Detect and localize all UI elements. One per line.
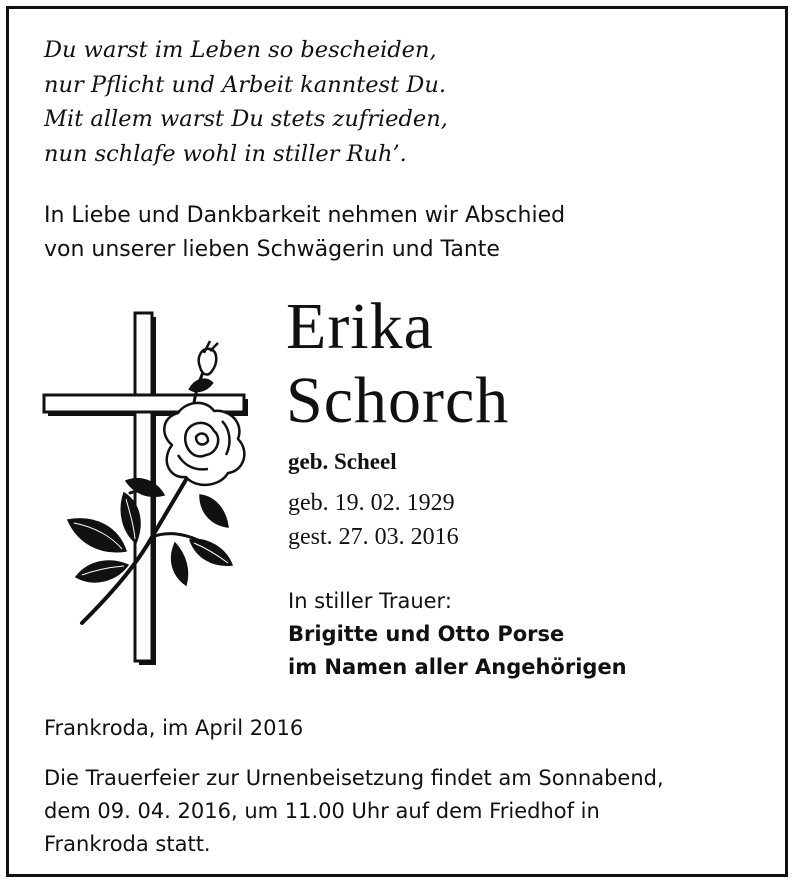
poem-line: Du warst im Leben so bescheiden, (44, 37, 437, 63)
mourning-label: In stiller Trauer: (288, 589, 452, 613)
intro-line: In Liebe und Dankbarkeit nehmen wir Abschied (44, 203, 566, 228)
rose-bud-icon (190, 341, 218, 391)
mourners-line: im Namen aller Angehörigen (288, 655, 627, 679)
mourners-line: Brigitte und Otto Porse (288, 622, 565, 646)
poem-line: Mit allem warst Du stets zufrieden, (44, 106, 448, 132)
maiden-name: geb. Scheel (288, 449, 397, 474)
first-name: Erika (286, 290, 434, 363)
rose-bloom-icon (164, 403, 244, 485)
service-line: dem 09. 04. 2016, um 11.00 Uhr auf dem Friedhof in (44, 799, 600, 823)
funeral-service-info (44, 762, 664, 861)
mourners-names (288, 618, 627, 684)
poem-line: nun schlafe wohl in stiller Ruh’. (44, 140, 407, 167)
deceased-name (286, 290, 509, 438)
memorial-poem (44, 33, 448, 171)
last-name: Schorch (286, 364, 510, 437)
poem-line: nur Pflicht und Arbeit kanntest Du. (44, 71, 446, 98)
farewell-intro (44, 199, 565, 267)
death-date: gest. 27. 03. 2016 (288, 524, 459, 550)
place-and-date: Frankroda, im April 2016 (44, 716, 304, 740)
service-line: Frankroda statt. (44, 832, 211, 856)
birth-date: geb. 19. 02. 1929 (288, 490, 455, 516)
intro-line: von unserer lieben Schwägerin und Tante (44, 237, 500, 262)
life-dates (288, 486, 459, 554)
cross-with-rose-icon (40, 305, 255, 670)
service-line: Die Trauerfeier zur Urnenbeisetzung findet am Sonnabend, (44, 766, 664, 790)
